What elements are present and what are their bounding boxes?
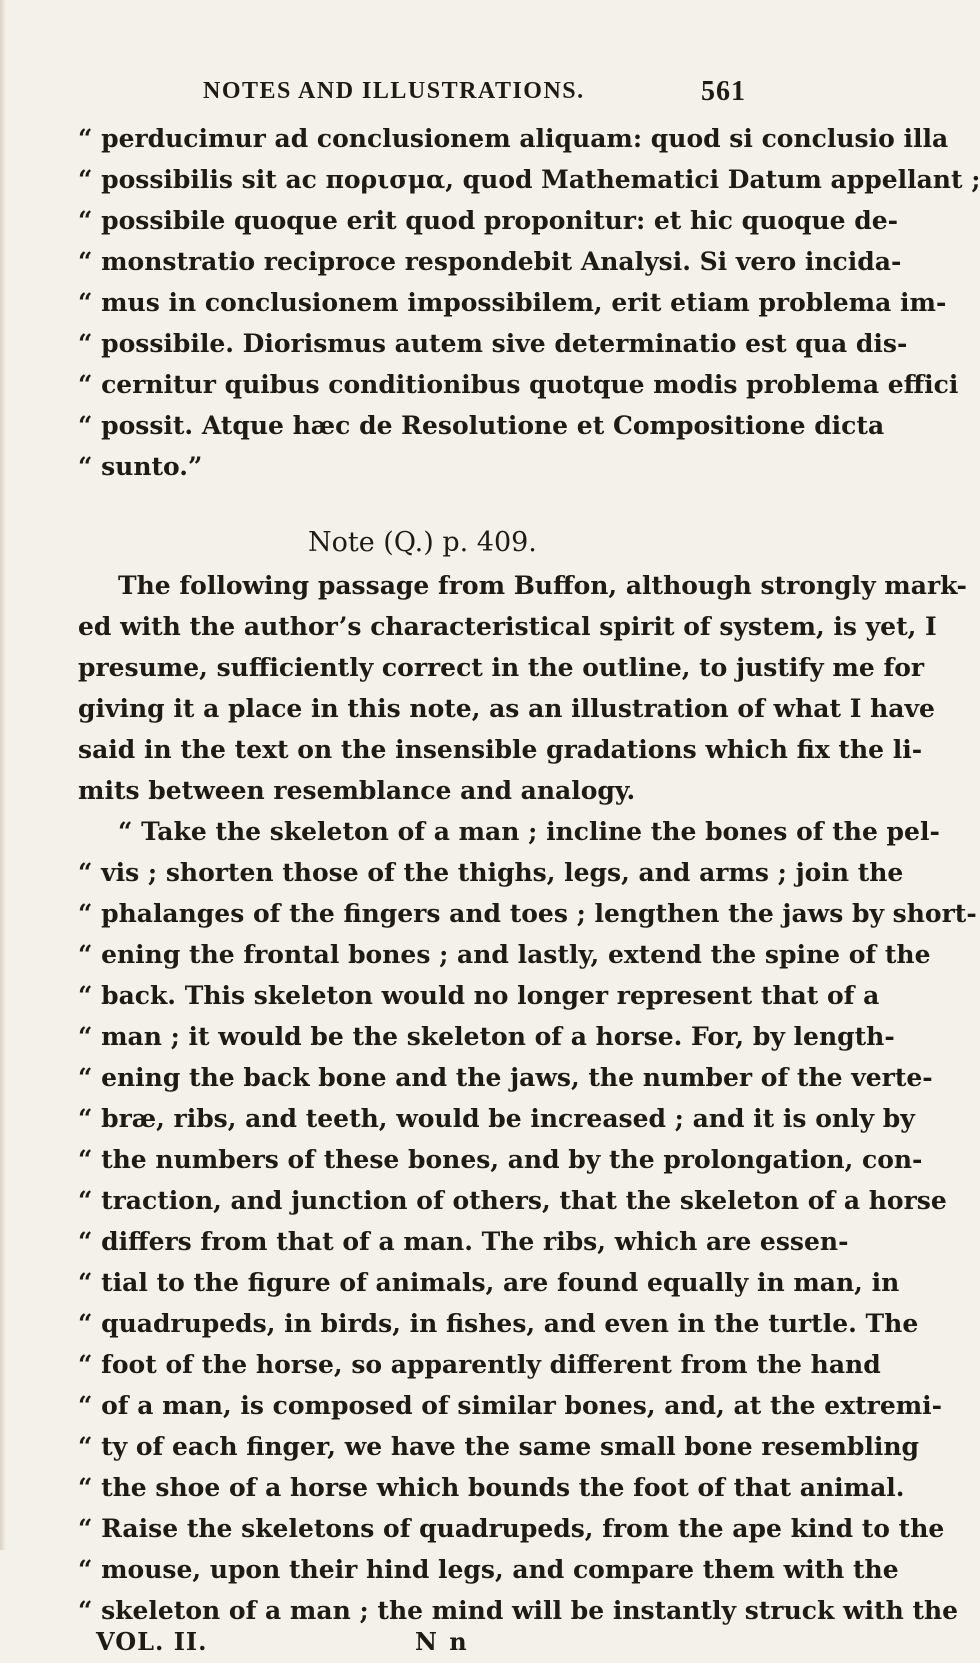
buffon-quote-line: “ ty of each finger, we have the same small bone resembling bbox=[78, 1432, 920, 1461]
buffon-quote-line: “ the shoe of a horse which bounds the foot of that animal. bbox=[78, 1473, 905, 1502]
buffon-quote-line: “ skeleton of a man ; the mind will be instantly struck with the bbox=[78, 1596, 959, 1625]
latin-quote bbox=[78, 118, 980, 487]
buffon-quote-line: “ bræ, ribs, and teeth, would be increased ; and it is only by bbox=[78, 1104, 915, 1133]
running-head bbox=[78, 78, 768, 118]
intro-line: giving it a place in this note, as an illustration of what I have bbox=[78, 694, 935, 723]
latin-quote-line: “ possit. Atque hæc de Resolutione et Compositione dicta bbox=[78, 411, 885, 440]
latin-quote-line: “ cernitur quibus conditionibus quotque modis problema effici bbox=[78, 370, 959, 399]
book-page bbox=[78, 76, 980, 1663]
buffon-quote bbox=[78, 811, 977, 1631]
intro-line: said in the text on the insensible gradations which fix the li- bbox=[78, 735, 923, 764]
latin-quote-line: “ possibile quoque erit quod proponitur: et hic quoque de- bbox=[78, 206, 899, 235]
intro-line: presume, sufficiently correct in the outline, to justify me for bbox=[78, 653, 925, 682]
buffon-quote-line: “ man ; it would be the skeleton of a horse. For, by length- bbox=[78, 1022, 895, 1051]
buffon-quote-line: “ quadrupeds, in birds, in fishes, and even in the turtle. The bbox=[78, 1309, 919, 1338]
buffon-quote-line: “ ening the back bone and the jaws, the number of the verte- bbox=[78, 1063, 933, 1092]
buffon-quote-line: “ tial to the figure of animals, are found equally in man, in bbox=[78, 1268, 900, 1297]
buffon-quote-line: “ back. This skeleton would no longer represent that of a bbox=[78, 981, 880, 1010]
intro-line: mits between resemblance and analogy. bbox=[78, 776, 636, 805]
running-title: NOTES AND ILLUSTRATIONS. bbox=[203, 78, 585, 104]
latin-quote-line: “ sunto.” bbox=[78, 452, 203, 481]
buffon-quote-line: “ of a man, is composed of similar bones, and, at the extremi- bbox=[78, 1391, 943, 1420]
buffon-quote-line: “ phalanges of the fingers and toes ; lengthen the jaws by short- bbox=[78, 899, 977, 928]
page-number: 561 bbox=[701, 76, 746, 107]
buffon-quote-line: “ differs from that of a man. The ribs, which are essen- bbox=[78, 1227, 849, 1256]
buffon-quote-line: “ Raise the skeletons of quadrupeds, from the ape kind to the bbox=[78, 1514, 945, 1543]
volume-mark: VOL. II. bbox=[96, 1627, 208, 1656]
latin-quote-line: “ mus in conclusionem impossibilem, erit etiam problema im- bbox=[78, 288, 947, 317]
signature-mark: N n bbox=[415, 1627, 469, 1656]
buffon-quote-line: “ Take the skeleton of a man ; incline the bones of the pel- bbox=[118, 817, 940, 846]
buffon-quote-line: “ the numbers of these bones, and by the prolongation, con- bbox=[78, 1145, 923, 1174]
buffon-quote-line: “ mouse, upon their hind legs, and compare them with the bbox=[78, 1555, 899, 1584]
buffon-quote-line: “ foot of the horse, so apparently different from the hand bbox=[78, 1350, 881, 1379]
page-gutter-shadow bbox=[0, 0, 6, 1550]
note-intro-paragraph bbox=[78, 565, 967, 811]
intro-line: The following passage from Buffon, although strongly mark- bbox=[118, 571, 967, 600]
page-footer bbox=[78, 1627, 768, 1663]
note-heading: Note (Q.) p. 409. bbox=[308, 527, 537, 558]
latin-quote-line: “ perducimur ad conclusionem aliquam: quod si conclusio illa bbox=[78, 124, 949, 153]
latin-quote-line: “ monstratio reciproce respondebit Analysi. Si vero incida- bbox=[78, 247, 902, 276]
buffon-quote-line: “ traction, and junction of others, that the skeleton of a horse bbox=[78, 1186, 947, 1215]
latin-quote-line: “ possibilis sit ac πορισμα, quod Mathematici Datum appellant ; bbox=[78, 165, 980, 194]
latin-quote-line: “ possibile. Diorismus autem sive determinatio est qua dis- bbox=[78, 329, 908, 358]
intro-line: ed with the author’s characteristical spirit of system, is yet, I bbox=[78, 612, 937, 641]
buffon-quote-line: “ vis ; shorten those of the thighs, legs, and arms ; join the bbox=[78, 858, 904, 887]
buffon-quote-line: “ ening the frontal bones ; and lastly, extend the spine of the bbox=[78, 940, 931, 969]
